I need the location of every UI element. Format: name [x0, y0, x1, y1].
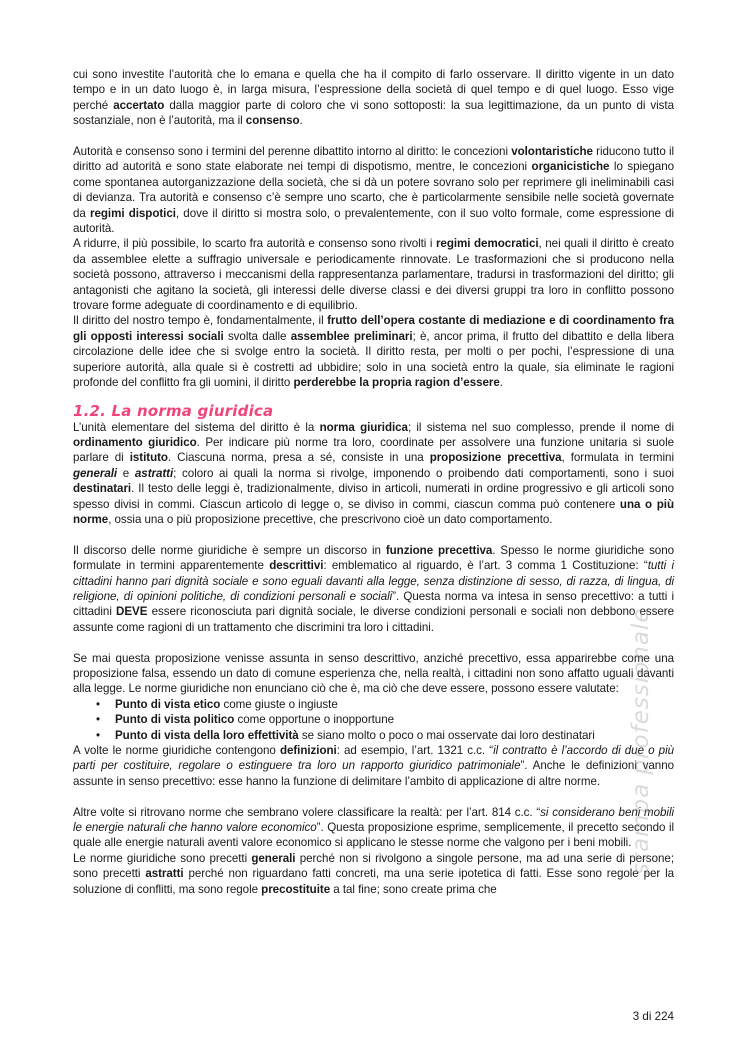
paragraph-senso-descrittivo: [73, 651, 674, 697]
quoted-text: il contratto è l’accordo di due o più parti per costituire, regolare o estinguere tra loro un rapporto giuridico patrimoniale: [73, 744, 674, 773]
text: come giuste o ingiuste: [220, 697, 338, 711]
text: , ossia una o più proposizione precettive, che prescrivono cioè un dato comportamento.: [108, 512, 553, 526]
text: se siano molto o poco o mai osservate dai loro destinatari: [298, 728, 595, 742]
bold-italic-term: astratti: [134, 466, 174, 480]
text: Altre volte si ritrovano norme che sembrano volere classificare la realtà: per l’art. 814 c.c. “: [73, 805, 541, 819]
paragraph-norma-giuridica: [73, 420, 674, 528]
text: , nei quali il diritto è creato da assemblee elette a suffragio universale e periodicamente rinnovate. Le trasformazioni che si producono nella società possono, attraverso i meccanismi della rappresentanza parlamentare, tradursi in trasformazioni del diritto; gli antagonisti che agitano la società, gli interessi delle diverse classi e dei diversi gruppi tra loro in conflitto possono trovare forme adeguate di coordinamento e di equilibrio.: [73, 237, 674, 313]
paragraph-autorita-consenso: [73, 144, 674, 236]
text: perché non riguardano fatti concreti, ma una serie ipotetica di fatti. Esse sono regole per la soluzione di conflitti, ma sono regole: [73, 867, 674, 896]
text: Le norme giuridiche sono precetti: [73, 851, 252, 865]
paragraph-gap: [73, 635, 674, 650]
text: . Spesso le norme giuridiche sono formulate in termini apparentemente: [73, 543, 675, 573]
quoted-text: si considerano beni mobili le energie naturali che hanno valore economico: [73, 805, 675, 835]
text: ; il sistema nel suo complesso, prende il nome di: [407, 420, 674, 434]
list-item: [115, 697, 674, 712]
bold-term: una o più norme: [73, 497, 674, 526]
text: , formulata in termini: [561, 451, 674, 465]
text: : emblematico al riguardo, è l’art. 3 comma 1 Costituzione: “: [323, 559, 648, 573]
bold-term: definizioni: [279, 744, 337, 758]
bold-term: destinatari: [73, 482, 132, 496]
list-item: [115, 728, 674, 743]
text: . Ciascuna norma, presa a sé, consiste in una: [167, 451, 430, 465]
bold-term: istituto: [129, 451, 168, 465]
bold-term: DEVE: [116, 605, 148, 619]
watermark: stampa professionale: [628, 607, 654, 875]
bold-italic-term: generali: [73, 466, 118, 480]
text: A ridurre, il più possibile, lo scarto fra autorità e consenso sono rivolti i: [73, 237, 436, 251]
bold-term: precostituite: [261, 882, 331, 896]
bold-term: norma giuridica: [319, 420, 408, 434]
text: riducono tutto il diritto ad autorità e sono state elaborate nei tempi di dispotismo, mentre, le concezioni: [73, 145, 675, 174]
text: svolta dalle: [223, 329, 291, 343]
bold-term: funzione precettiva: [385, 543, 493, 557]
text: perché non si rivolgono a singole persone, ma ad una serie di persone; sono precetti: [73, 851, 674, 881]
page-number: 3 di 224: [632, 1010, 674, 1023]
bold-term: Punto di vista politico: [115, 713, 235, 727]
text: come opportune o inopportune: [234, 713, 395, 727]
text: a tal fine; sono create prima che: [330, 882, 497, 896]
paragraph-classificazione: [73, 805, 674, 851]
bold-term: perderebbe la propria ragion d’essere: [293, 376, 500, 390]
bold-term: ordinamento giuridico: [73, 435, 197, 449]
text: Se mai questa proposizione venisse assunta in senso descrittivo, anziché precettivo, essa apparirebbe come una proposizione falsa, essendo un dato di comune esperienza che, nella realtà, i cittadini non sono affatto uguali davanti alla legge. Le norme giuridiche non enunciano ciò che è, ma ciò che deve essere, possono essere valutate:: [73, 651, 674, 696]
text: ”. Questa norma va intesa in senso precettivo: a tutti i cittadini: [73, 589, 674, 619]
text: : ad esempio, l’art. 1321 c.c. “: [336, 744, 494, 758]
text: .: [299, 114, 303, 128]
list-item: [115, 712, 674, 727]
text: ”. Questa proposizione esprime, semplicemente, il precetto secondo il quale alle energie naturali aventi valore economico si applicano le stesse norme che valgono per i beni mobili.: [73, 821, 674, 850]
bold-term: proposizione precettiva: [429, 451, 562, 465]
document-body: [73, 67, 674, 897]
paragraph-funzione-precettiva: [73, 543, 674, 635]
text: ; è, ancor prima, il frutto del dibattito e della libera circolazione delle idee che si svolge entro la società. Il diritto resta, per molti o per pochi, l’espressione di una superiore autorità, alla quale si è costretti ad ubbidire; solo in una società entro la quale, sia eliminate le ragioni profonde del conflitto fra gli uomini, il diritto: [73, 329, 675, 390]
evaluation-list: [73, 697, 674, 743]
text: A volte le norme giuridiche contengono: [73, 744, 280, 758]
text: Autorità e consenso sono i termini del perenne dibattito intorno al diritto: le concezioni: [73, 145, 512, 159]
bold-term: Punto di vista etico: [115, 697, 221, 711]
paragraph-regimi-democratici: [73, 236, 674, 313]
text: e: [117, 466, 135, 480]
bold-term: volontaristiche: [511, 145, 593, 159]
bold-term: consenso: [245, 114, 300, 128]
bold-term: assemblee preliminari: [290, 329, 413, 343]
paragraph-gap: [73, 789, 674, 804]
text: ”. Anche le definizioni vanno assunte in senso precettivo: esse hanno la funzione di delimitare l’ambito di applicazione di altre norme.: [73, 759, 674, 788]
bold-term: generali: [251, 851, 296, 865]
bold-term: frutto dell’opera costante di mediazione e di coordinamento fra gli opposti interessi sociali: [73, 314, 674, 343]
paragraph-precetti-generali: [73, 851, 674, 897]
text: Il discorso delle norme giuridiche è sempre un discorso in: [73, 543, 386, 557]
text: L’unità elementare del sistema del diritto è la: [73, 420, 320, 434]
paragraph-diritto-nostro-tempo: [73, 313, 674, 390]
quoted-text: tutti i cittadini hanno pari dignità sociale e sono eguali davanti alla legge, senza distinzione di sesso, di razza, di lingua, di religione, di opinioni politiche, di condizioni personali e sociali: [73, 559, 674, 603]
bold-term: regimi democratici: [435, 237, 539, 251]
text: , dove il diritto si mostra solo, o prevalentemente, con il suo volto formale, come espressione di autorità.: [73, 206, 674, 236]
bold-term: organicistiche: [531, 160, 610, 174]
text: .: [499, 376, 503, 390]
paragraph-gap: [73, 527, 674, 542]
text: . Per indicare più norme tra loro, coordinate per assolvere una funzione unitaria si suole parlare di: [73, 435, 674, 465]
paragraph-gap: [73, 129, 674, 144]
bold-term: astratti: [145, 867, 184, 881]
paragraph-legittimazione: [73, 67, 674, 129]
text: lo spiegano come spontanea autorganizzazione della società, che si dà un potere sovrano solo per reprimere gli ineliminabili casi di devianza. Tra autorità e consenso c’è sempre uno scarto, che è particolarmente sensibile nelle società governate da: [73, 160, 674, 220]
text: dalla maggior parte di coloro che vi sono sottoposti: la sua legittimazione, da un punto di vista sostanziale, non è l’autorità, ma il: [73, 98, 674, 128]
bold-term: regimi dispotici: [90, 206, 176, 220]
paragraph-definizioni: [73, 743, 674, 789]
section-heading: 1.2. La norma giuridica: [73, 401, 274, 420]
bold-term: descrittivi: [269, 559, 324, 573]
text: ; coloro ai quali la norma si rivolge, imponendo o proibendo dati comportamenti, sono i suoi: [173, 466, 674, 480]
text: essere riconosciuta pari dignità sociale, le diverse condizioni personali e sociali non debbono essere assunte come ragioni di un trattamento che discrimini tra loro i cittadini.: [73, 605, 674, 634]
bold-term: accertato: [113, 98, 165, 112]
text: . Il testo delle leggi è, tradizionalmente, diviso in articoli, numerati in ordine progressivo e gli articoli sono spesso divisi in commi. Ciascun articolo di legge o, se diviso in commi, ciascun comma può contenere: [73, 482, 674, 511]
bold-term: Punto di vista della loro effettività: [115, 728, 299, 742]
text: cui sono investite l’autorità che lo emana e quella che ha il compito di farlo osservare. Il diritto vigente in un dato tempo e in un dato luogo è, in larga misura, l’espressione della società di quel tempo e di quel luogo. Esso vige perché: [73, 68, 674, 112]
text: Il diritto del nostro tempo è, fondamentalmente, il: [73, 314, 328, 328]
